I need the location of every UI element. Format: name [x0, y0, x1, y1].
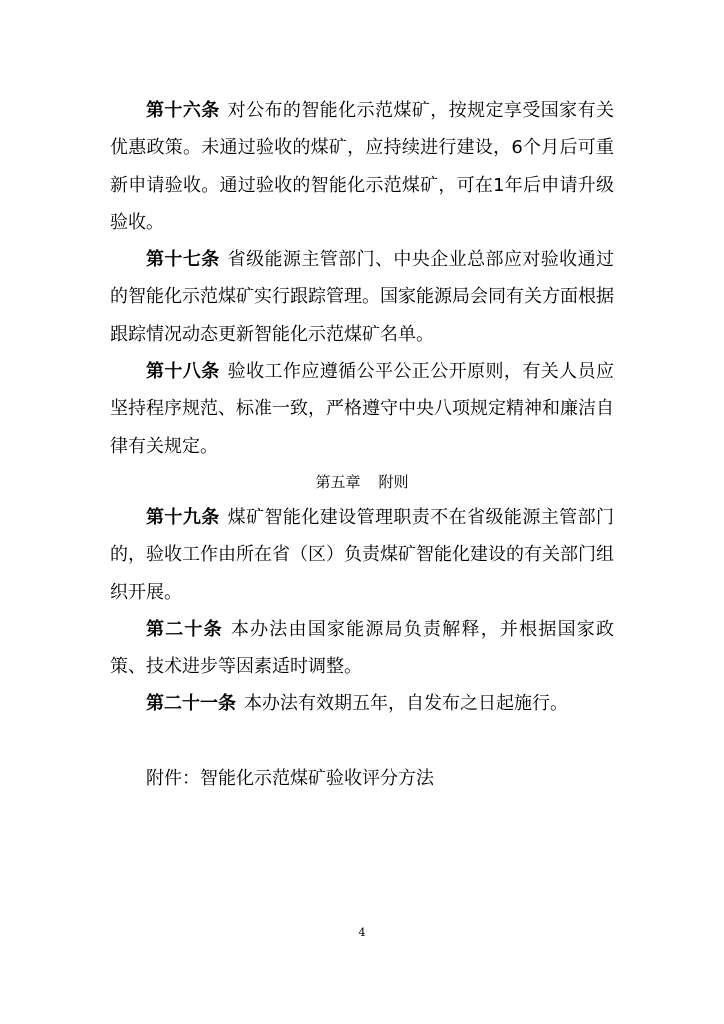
- article-17-number: 第十七条: [146, 249, 220, 271]
- article-16: [110, 92, 614, 241]
- article-18-text: 验收工作应遵循公平公正公开原则，有关人员应坚持程序规范、标准一致，严格遵守中央八项规定精神和廉洁自律有关规定。: [110, 361, 615, 457]
- chapter-title: 附则: [378, 472, 409, 491]
- article-18-number: 第十八条: [146, 361, 220, 383]
- page-number: 4: [358, 926, 366, 939]
- attachment-line: 附件：智能化示范煤矿验收评分方法: [146, 767, 434, 789]
- chapter-heading: [110, 465, 614, 499]
- article-18: [110, 353, 614, 465]
- article-17-text: 省级能源主管部门、中央企业总部应对验收通过的智能化示范煤矿实行跟踪管理。国家能源局会同有关方面根据跟踪情况动态更新智能化示范煤矿名单。: [110, 249, 615, 345]
- article-21-number: 第二十一条: [146, 693, 236, 715]
- article-17: [110, 241, 614, 353]
- chapter-number: 第五章: [315, 472, 361, 491]
- article-21-text: 本办法有效期五年，自发布之日起施行。: [244, 693, 568, 715]
- article-20-text: 本办法由国家能源局负责解释，并根据国家政策、技术进步等因素适时调整。: [110, 618, 615, 678]
- article-20-number: 第二十条: [146, 618, 223, 640]
- article-19: [110, 499, 614, 611]
- article-19-text: 煤矿智能化建设管理职责不在省级能源主管部门的，验收工作由所在省（区）负责煤矿智能化建设的有关部门组织开展。: [110, 506, 615, 603]
- article-16-number: 第十六条: [146, 100, 220, 121]
- article-19-number: 第十九条: [146, 506, 220, 528]
- document-page: [110, 92, 614, 797]
- article-21: [110, 685, 614, 722]
- article-16-text: 对公布的智能化示范煤矿，按规定享受国家有关优惠政策。未通过验收的煤矿，应持续进行建设，6个月后可重新申请验收。通过验收的智能化示范煤矿，可在1年后申请升级验收。: [110, 100, 615, 233]
- article-20: [110, 611, 614, 686]
